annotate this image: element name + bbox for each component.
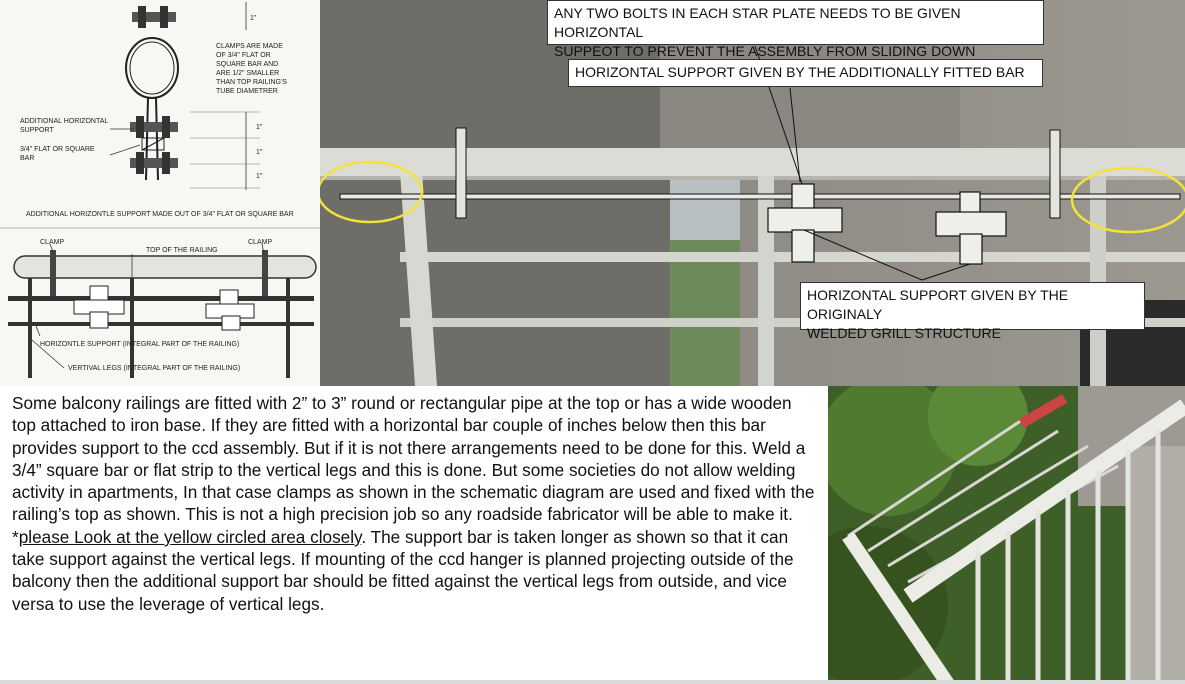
label-line: ADDITIONAL HORIZONTAL — [20, 118, 109, 125]
dimension-label-1: 1" — [256, 124, 263, 131]
top-of-railing-label: TOP OF THE RAILING — [146, 247, 218, 254]
description-paragraph — [12, 392, 820, 615]
hanger-photo-drawing — [828, 386, 1185, 684]
description-text-end: . The support bar is taken longer as shown so that it can take support against the vertical legs. If mounting of the ccd hanger is planned projecting outside of the balcony then the additional support bar should be fitted against the vertical legs from outside, and vice versa to use the leverage of vertical legs. — [12, 526, 794, 614]
callout-line: HORIZONTAL SUPPORT GIVEN BY THE ORIGINALY — [807, 287, 1069, 322]
clamp-left-label: CLAMP — [40, 239, 65, 246]
horizontal-support-label: HORIZONTLE SUPPORT (INTEGRAL PART OF THE RAILING) — [40, 341, 240, 348]
clamp-note — [216, 42, 287, 96]
vertical-legs-label: VERTIVAL LEGS (INTEGRAL PART OF THE RAILING) — [68, 365, 241, 372]
dimension-label-2: 1" — [256, 149, 263, 156]
description-text-start: Some balcony railings are fitted with 2” to 3” round or rectangular pipe at the top or has a wide wooden top attached to iron base. If they are fitted with a horizontal bar couple of inches below then this bar provides support to the ccd assembly. But if it is not there arrangements need to be done for this. Weld a 3/4” square bar or flat strip to the vertical legs and this is done. But some societies do not allow welding activity in apartments, In that case clamps as shown in the schematic diagram are used and fixed with the railing’s top as shown. This is not a high precision job so any roadside fabricator will be able to make it. * — [12, 393, 815, 547]
label-line: SUPPORT — [20, 127, 54, 134]
dimension-label-top: 1" — [250, 15, 257, 22]
flat-bar-label — [20, 145, 95, 163]
clamp-note-line: TUBE DIAMETRER — [216, 88, 278, 95]
clamp-note-line: SQUARE BAR AND — [216, 61, 279, 68]
clamp-note-line: OF 3/4" FLAT OR — [216, 52, 271, 59]
dimension-label-3: 1" — [256, 173, 263, 180]
schematic-diagram — [0, 0, 320, 386]
installed-hanger-photo — [828, 386, 1185, 684]
callout-bolts-note — [547, 0, 1044, 59]
clamp-note-line: THAN TOP RAILING'S — [216, 79, 287, 86]
balcony-railing-photo — [320, 0, 1185, 386]
callout-line: HORIZONTAL SUPPORT GIVEN BY THE ADDITIONALLY FITTED BAR — [575, 64, 1025, 80]
section-caption: ADDITIONAL HORIZONTLE SUPPORT MADE OUT OF 3/4" FLAT OR SQUARE BAR — [26, 211, 294, 218]
callout-original-grill — [800, 282, 1145, 341]
clamp-note-line: CLAMPS ARE MADE — [216, 43, 283, 50]
bottom-border — [0, 680, 1185, 684]
additional-support-label — [20, 117, 108, 135]
yellow-circle-emphasis: please Look at the yellow circled area closely — [18, 526, 362, 547]
description-panel — [0, 386, 828, 684]
callout-line: SUPPEOT TO PREVENT THE ASSEMBLY FROM SLIDING DOWN — [554, 43, 976, 59]
label-line: BAR — [20, 155, 35, 162]
callout-additional-bar — [568, 59, 1043, 87]
label-line: 3/4" FLAT OR SQUARE — [20, 146, 95, 153]
clamp-right-label: CLAMP — [248, 239, 273, 246]
clamp-note-line: ARE 1/2" SMALLER — [216, 70, 280, 77]
callout-line: ANY TWO BOLTS IN EACH STAR PLATE NEEDS TO BE GIVEN HORIZONTAL — [554, 5, 961, 40]
callout-line: WELDED GRILL STRUCTURE — [807, 325, 1001, 341]
